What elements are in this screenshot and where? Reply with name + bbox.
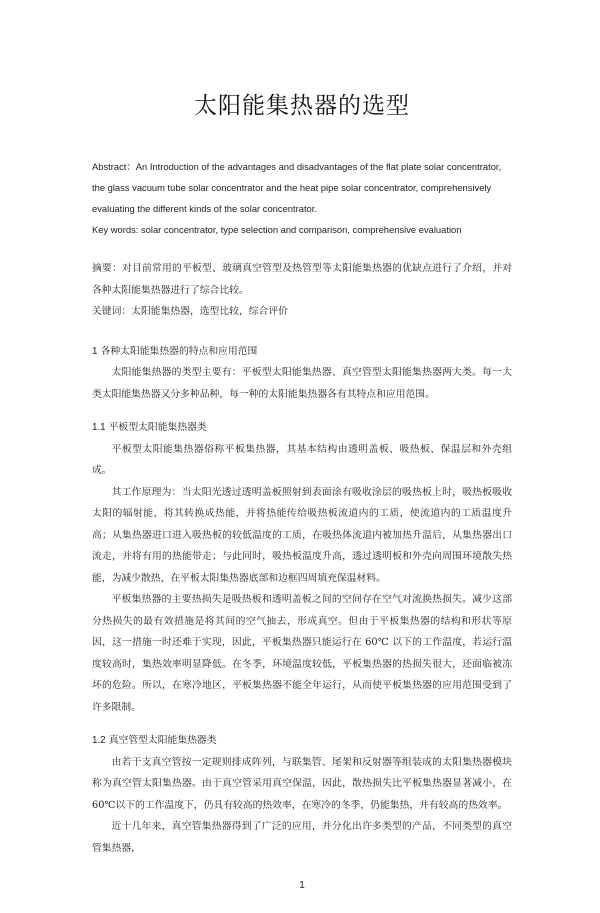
section-number: 1.2	[92, 735, 106, 746]
section-1-2	[92, 730, 512, 859]
section-1	[92, 341, 512, 406]
document-title: 太阳能集热器的选型	[194, 93, 410, 119]
section-1-1	[92, 417, 512, 718]
section-heading	[92, 730, 512, 752]
abstract-cn-text: 摘要：对目前常用的平板型、玻璃真空管型及热管型等太阳能集热器的优缺点进行了介绍，并对各种太阳能集热器进行了综合比较。	[92, 263, 512, 296]
keywords-cn-text: 关键词：太阳能集热器，选型比较，综合评价	[92, 306, 288, 317]
paragraph: 太阳能集热器的类型主要有：平板型太阳能集热器、真空管型太阳能集热器两大类。每一大类太阳能集热器又分多种品种，每一种的太阳能集热器各有其特点和应用范围。	[92, 367, 512, 400]
paragraph: 近十几年来，真空管集热器得到了广泛的应用，并分化出许多类型的产品，不同类型的真空管集热器，	[92, 821, 512, 854]
page-number: 1	[299, 880, 305, 891]
section-heading	[92, 417, 512, 439]
chinese-abstract	[92, 258, 512, 323]
abstract-text: Abstract：An Introduction of the advantages and disadvantages of the flat plate solar concentrator, the glass vacuum tube solar concentrator and the heat pipe solar concentrator, comprehensively evaluating the different kinds of the solar concentrator.	[92, 161, 502, 214]
section-number: 1.1	[92, 422, 106, 433]
document-page	[92, 0, 512, 913]
section-title: 真空管型太阳能集热器类	[108, 735, 217, 746]
section-title: 各种太阳能集热器的特点和应用范围	[100, 345, 258, 357]
paragraph: 其工作原理为：当太阳光透过透明盖板照射到表面涂有吸收涂层的吸热板上时，吸热板吸收太阳的辐射能，将其转换成热能，并将热能传给吸热板流道内的工质，使流道内的工质温度升高；从集热器进口进入吸热板的较低温度的工质，在吸热体流道内被加热升温后，从集热器出口流走，并将有用的热能带走；与此同时，吸热板温度升高，透过透明板和外壳向周围环境散失热能，为减少散热，在平板太阳集热器底部和边框四周填充保温材料。	[92, 486, 512, 584]
section-title: 平板型太阳能集热器类	[108, 422, 207, 433]
paragraph: 平板集热器的主要热损失是吸热板和透明盖板之间的空间存在空气对流换热损失。减少这部分热损失的最有效措施是将其间的空气抽去，形成真空。但由于平板集热器的结构和形状等原因，这一措施一时还难于实现，因此，平板集热器只能运行在 60℃ 以下的工作温度，若运行温度较高时，集热效率明显降低。在冬季，环境温度较低，平板集热器的热损失很大，还面临被冻坏的危险。所以，在寒冷地区，平板集热器不能全年运行，从而使平板集热器的应用范围受到了许多限制。	[92, 594, 512, 713]
section-heading	[92, 341, 512, 363]
paragraph: 平板型太阳能集热器俗称平板集热器，其基本结构由透明盖板、吸热板、保温层和外壳组成。	[92, 443, 512, 476]
keywords-text: Key words: solar concentrator, type selection and comparison, comprehensive evaluation	[92, 224, 462, 235]
paragraph: 由若干支真空管按一定规则排成阵列，与联集管、尾架和反射器等组装成的太阳集热器模块称为真空管太阳集热器。由于真空管采用真空保温，因此，散热损失比平板集热器显著减小，在 60℃以下的工作温度下，仍具有较高的热效率，在寒冷的冬季，仍能集热，并有较高的热效率。	[92, 756, 512, 811]
english-abstract	[92, 156, 512, 240]
section-number: 1	[92, 345, 98, 357]
